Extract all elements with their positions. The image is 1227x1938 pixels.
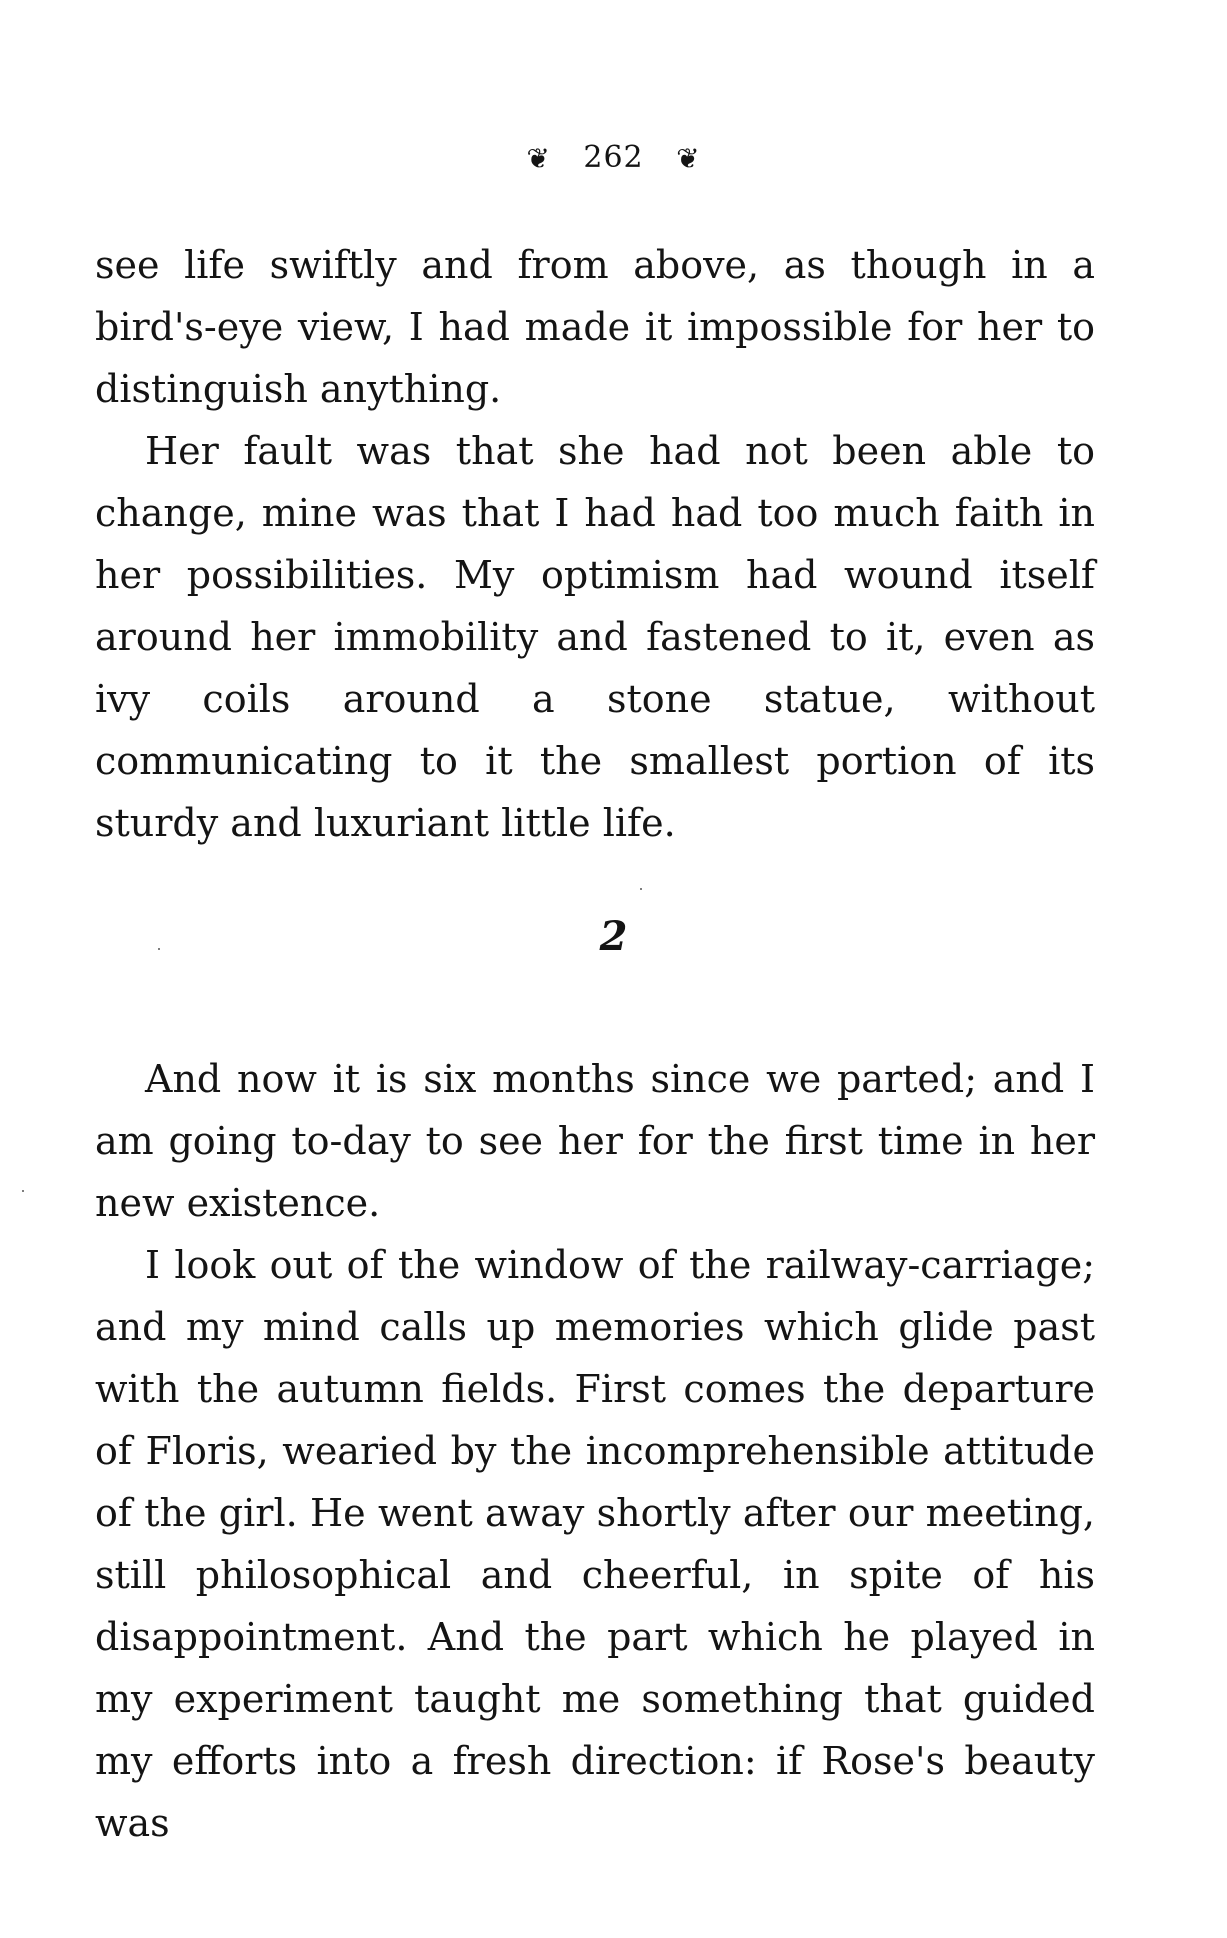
ornament-left-icon: ❦ [526,142,551,175]
paper-speck [22,1190,24,1192]
paragraph: I look out of the window of the railway-carriage; and my mind calls up memories which glide past with the autumn fields. First comes the departure of Floris, wearied by the incomprehensible attitude of the girl. He went away shortly after our meeting, still philosophical and cheerful, in spite of his disappointment. And the part which he played in my experiment taught me something that guided my efforts into a fresh direction: if Rose's beauty was [95,1243,1095,1845]
section-number: 2 [599,913,628,960]
page-header [0,138,1227,179]
text-block-before-section [95,234,1095,854]
paragraph: Her fault was that she had not been able to change, mine was that I had had too much faith in her possibilities. My optimism had wound itself around her immobility and fastened to it, even as ivy coils around a stone statue, without communicating to it the smallest portion of its sturdy and luxuriant little life. [95,429,1095,845]
page-number: 262 [583,140,644,175]
paper-speck [158,948,160,950]
ornament-right-icon: ❦ [676,142,701,175]
paragraph-continuation: see life swiftly and from above, as though in a bird's-eye view, I had made it impossible for her to distinguish anything. [95,243,1095,411]
text-block-after-section [95,1048,1095,1854]
paper-speck [640,888,642,890]
paragraph: And now it is six months since we parted; and I am going to-day to see her for the first time in her new existence. [95,1057,1095,1225]
